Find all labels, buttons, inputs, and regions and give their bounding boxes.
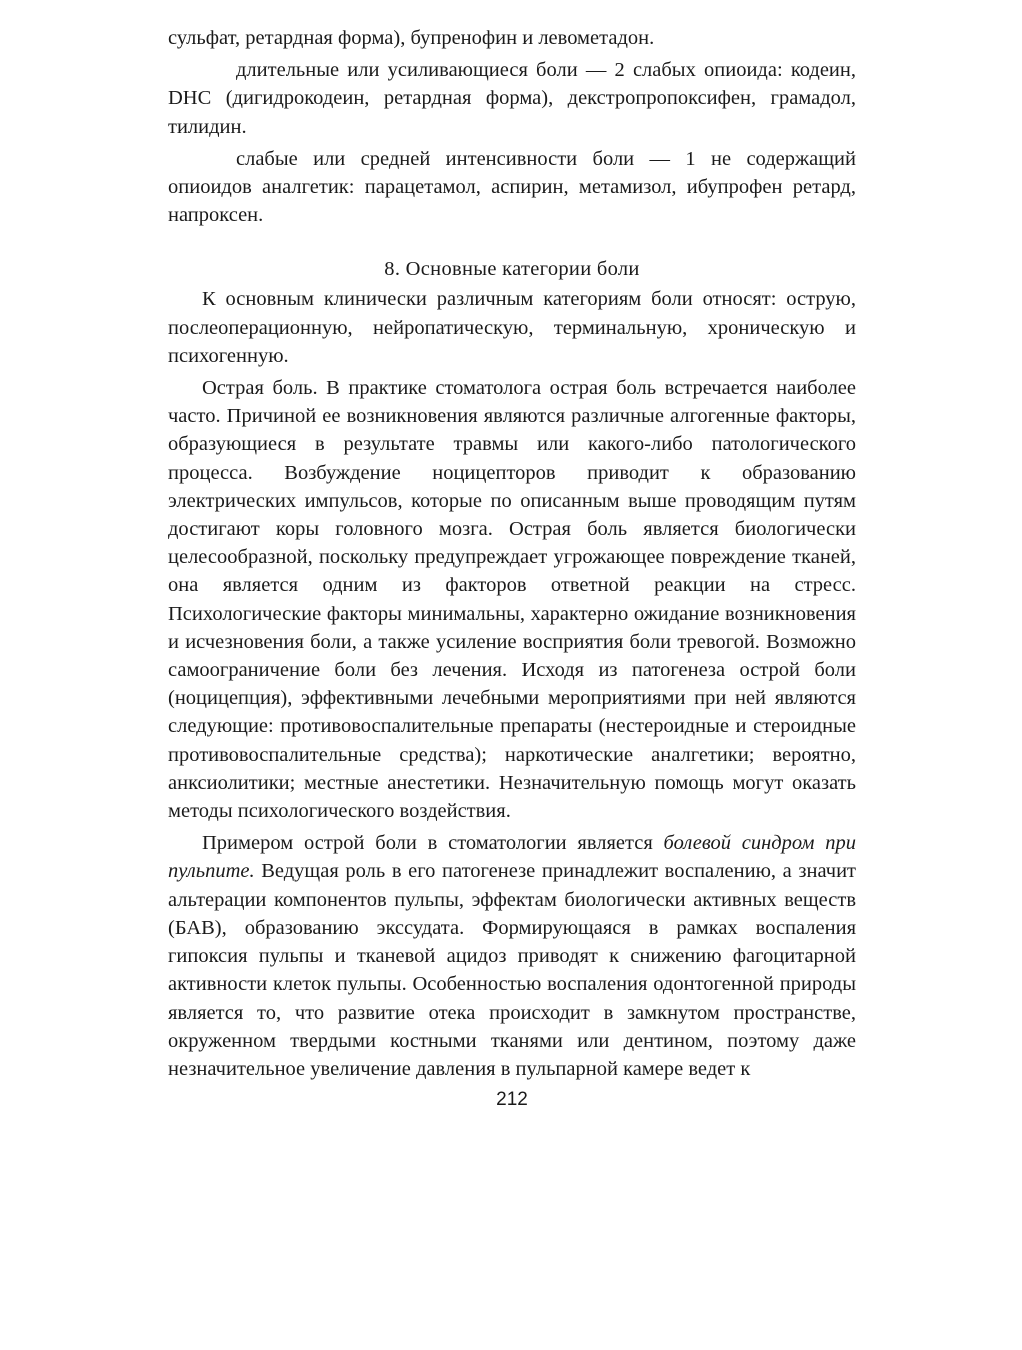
pulpitis-italic-term: болевой синдром при пульпите. xyxy=(168,832,856,883)
page-number: 212 xyxy=(496,1089,528,1111)
paragraph-categories: К основным клинически различным категориям боли относят: острую, послеоперационную, нейропатическую, терминальную, хроническую и психогенную. xyxy=(168,288,856,367)
pulpitis-text-start: Примером острой боли в стоматологии является xyxy=(202,832,664,855)
paragraph-acute-pain: Острая боль. В практике стоматолога острая боль встречается наиболее часто. Причиной ее возникновения являются различные алгогенные факторы, образующиеся в результате травмы или какого-либо патологического процесса. Возбуждение ноцицепторов приводит к образованию электрических импульсов, которые по описанным выше проводящим путям достигают коры головного мозга. Острая боль является биологически целесообразной, поскольку предупреждает угрожающее повреждение тканей, она является одним из факторов ответной реакции на стресс. Психологические факторы минимальны, характерно ожидание возникновения и исчезновения боли, а также усиление восприятия боли тревогой. Возможно самоограничение боли без лечения. Исходя из патогенеза острой боли (ноцицепция), эффективными лечебными мероприятиями при ней являются следующие: противовоспалительные препараты (нестероидные и стероидные противовоспалительные средства); наркотические аналгетики; вероятно, анксиолитики; местные анестетики. Незначительную помощь могут оказать методы психологического воздействия. xyxy=(168,377,856,823)
page-content xyxy=(168,24,856,1113)
list-item-non-opioid: слабые или средней интенсивности боли — 1 не содержащий опиоидов аналгетик: парацетамол, аспирин, метамизол, ибупрофен ретард, напроксен. xyxy=(168,147,856,227)
paragraph-pulpitis xyxy=(168,829,856,1083)
pulpitis-text-rest: Ведущая роль в его патогенезе принадлежит воспалению, а значит альтерации компонентов пульпы, эффектам биологически активных веществ (БАВ), образованию экссудата. Формирующаяся в рамках воспаления гипоксия пульпы и тканевой ацидоз приводят к снижению фагоцитарной активности клеток пульпы. Особенностью воспаления одонтогенной природы является то, что развитие отека происходит в замкнутом пространстве, окруженном твердыми костными тканями или дентином, поэтому даже незначительное увеличение давления в пульпарной камере ведет к xyxy=(168,860,856,1080)
section-heading: 8. Основные категории боли xyxy=(384,258,640,281)
paragraph-continued: сульфат, ретардная форма), бупренофин и левометадон. xyxy=(168,27,655,49)
list-item-weak-opioids: длительные или усиливающиеся боли — 2 слабых опиоида: кодеин, DHC (дигидрокодеин, ретардная форма), декстропропоксифен, грамадол, тилидин. xyxy=(168,59,856,138)
